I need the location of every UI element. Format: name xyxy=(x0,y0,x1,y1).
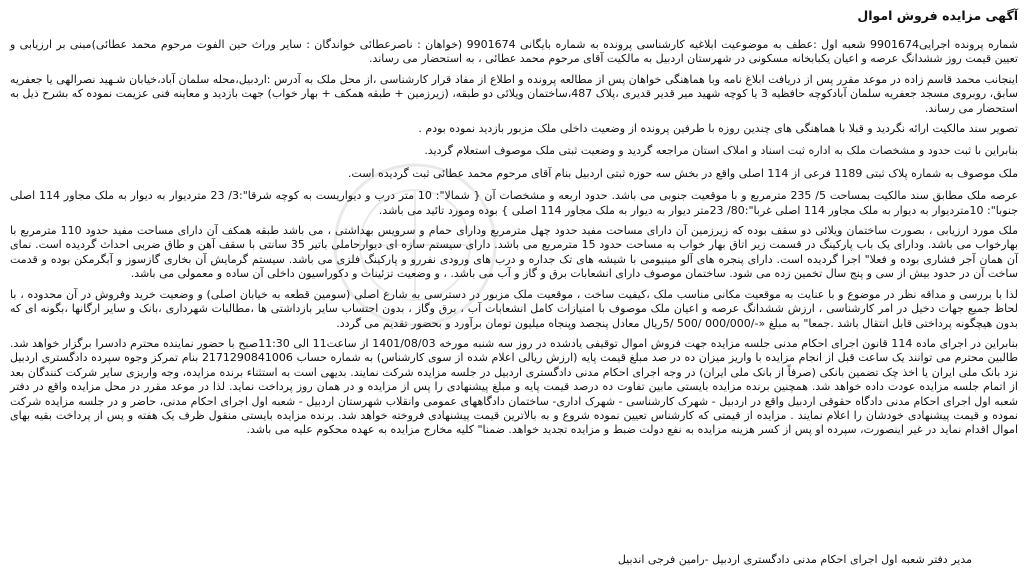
signature-line: مدیر دفتر شعبه اول اجرای احکام مدنی دادگستری اردبیل -رامین فرجی اندبیل xyxy=(617,553,972,566)
paragraph-auction-terms: بنابراین در اجرای ماده 114 قانون اجرای احکام مدنی جلسه مزایده جهت فروش اموال توقیفی یادشده در روز سه شنبه مورخه 1401/08/03 از ساعت11 الی 11:30صبح با حضور نماینده محترم دادسرا برگزار خواهد شد. طالبین محترم می توانند یک ساعت قبل از انجام مزایده با واریز میزان ده در صد مبلغ قیمت پایه (ارزش ریالی اعلام شده از سوی کارشناس) به شماره حساب 2171290841006 بنام تمرکز وجوه سپرده دادگستری اردبیل نزد بانک ملی ایران یا اخذ چک تضمین بانکی (صرفاً از بانک ملی ایران) در وجه اجرای احکام مدنی دادگستری اردبیل در جلسه مزایده شرکت نمایند. بدیهی است به استثناء برنده مزایده، وجه واریزی سایر شرکت کنندگان بعد از اتمام جلسه مزایده عودت داده خواهد شد. همچنین برنده مزایده بایستی مابین تفاوت ده درصد قیمت پایه و مبلغ پیشنهادی را پس از مزایده و در همان روز پرداخت نماید. لذا در موعد مقرر در محل مزایده واقع در دفتر شعبه اول اجرای احکام مدنی دادگاه حقوقی اردبیل واقع در اردبیل - شهرک کارشناسی - شهرک اداری- ساختمان دادگاههای عمومی وانقلاب شهرستان اردبیل - شعبه اول اجرای احکام مدنی، حاضر و در جلسه مزایده شرکت نموده و قیمت پیشنهادی خودشان را اعلام نمایند . مزایده از قیمتی که کارشناس تعیین نموده شروع و به بالاترین قیمت پیشنهادی فروخته خواهد شد. برنده مزایده بایستی منقول ظرف یک هفته و پس از پرداخت بقیه بهای اموال اقدام نماید در غیر اینصورت، سپرده او پس از کسر هزینه مزایده به نفع دولت ضبط و مزایده تجدید خواهد. ضمنا" کلیه مخارج مزایده به عهده محکوم علیه می باشد. xyxy=(10,336,1018,437)
paragraph-deed-status: تصویر سند مالکیت ارائه نگردید و قبلا با هماهنگی های چندین روزه با طرفین پرونده از وضعیت داخلی ملک مزبور بازدید نموده بودم . xyxy=(418,122,1018,136)
paragraph-site-visit: اینجانب محمد قاسم زاده در موعد مقرر پس از دریافت ابلاغ نامه وبا هماهنگی خواهان پس از مطالعه پرونده و اطلاع از مفاد قرار کارشناسی ،از محل ملک به آدرس :اردبیل،محله سلمان آباد،خیابان شـهید نصرالهی یا جعفریه سابق، روبروی مسجد جعفریه سلمان آبادکوچه حافظیه 3 یا کوچه شهید میر قدیر قدیری ،پلاک 487،ساختمان ویلائی دو طبقه، (زیرزمین + طبقه همکف + بهار خواب) جهت بازدید و معاینه فنی عزیمت نموده که بشرح ذیل به استحضار می رساند. xyxy=(10,72,1018,115)
paragraph-registry-inquiry: بنابراین با ثبت حدود و مشخصات ملک به اداره ثبت اسناد و املاک استان مراجعه گردید و وضعیت ثبتی ملک موصوف استعلام گردید. xyxy=(424,144,1018,158)
paragraph-boundaries: عرصه ملک مطابق سند مالکیت بمساحت 5/ 235 مترمربع و با موقعیت جنوبی می باشد. حدود اربعه و مشخصات آن { شمالا": 10 متر درب و دیواریست به کوچه شرقا":3/ 23 متردیوار به دیوار به ملک مجاور 114 اصلی جنوبا": 10مترديوار به ديوار به ملک مجاور 114 اصلی غربا":80/ 23متر دیوار به دیوار به ملک مجاور 114 اصلی } بوده ومورد تائید می باشد. xyxy=(10,189,1019,217)
paragraph-valuation: لذا با بررسی و مداقه نظر در موضوع و با عنایت به موقعیت مکانی مناسب ملک ،کیفیت ساخت ، موقعیت ملک مزبور در دسترسی به شارع اصلی (سومین قطعه به خیابان اصلی) و وضعیت خرید وفروش در آن محدوده ، با لحاظ جمیع جهات دخیل در امر کارشناسی ، ارزش ششدانگ عرصه و اعیان ملک موصوف با امتیازات کامل انشعابات آب ، برق وگاز ، بدون احتساب سایر بازداشتی ها ،مطالبات شهرداری ،بانک و سایر ارگانها ،بگونه ای که بدون هیچگونه پرداختی قابل انتقال باشد .جمعا" به مبلغ «-/000/000 /500 /5ریال معادل پنجصد وپنجاه میلیون تومان برآورد و بحضور تقدیم می گردد. xyxy=(10,287,1018,330)
paragraph-building-description: ملک مورد ارزیابی ، بصورت ساختمان ویلائی دو سقف بوده که زیرزمین آن دارای مساحت مفید حدود چهل مترمربع ودارای حمام و سرویس بهداشتی ، می باشد طبقه همکف آن دارای مساحت مفید حدود 110 مترمربع با بهارخواب می باشد. ودارای یک باب پارکینگ در قسمت زیر اتاق بهار خواب به مساحت حدود 15 مترمربع می باشد. دارای سیستم سازه ای دیوارحاملی باتیر 35 سانتی با سقف آهن و طاق ضربی احداث گردیده است. نمای آن همان آجر فشاری بوده و فعلا" اجرا گردیده است. دارای پنجره های آلو مینیومی با شیشه های تک جداره و درب های ورودی نفررو و پارکینگ فلزی می باشد. سیستم گرمایش آن بخاری گازسوز و آبگرمکن بوده و قدمت ساخت آن در حدود بیش از سی و پنج سال تخمین زده می شود. ساختمان موصوف دارای انشعابات برق و گاز و آب می باشد. ، و وضعیت تزئینات و دکوراسیون داخلی آن ساده و معمولی می باشد. xyxy=(10,224,1018,281)
paragraph-case-reference: شماره پرونده اجرایی9901674 شعبه اول :عطف به موضوعیت ابلاغیه کارشناسی پرونده به شماره بایگانی 9901674 (خواهان : ناصرعطائی خواندگان : سایر وراث حین الفوت مرحوم محمد عطائی)مبنی بر ارزیابی و تعیین قیمت روز ششدانگ عرصه و اعیان یکبابخانه مسکونی در شهرستان اردبیل به مالکیت آقای مرحوم محمد عطائی ، به استحضار می رساند. xyxy=(10,38,1018,66)
page-title: آگهی مزایده فروش اموال xyxy=(857,8,1018,23)
paragraph-registration: ملک موصوف به شماره پلاک ثبتی 1189 فرعی از 114 اصلی واقع در بخش سه حوزه ثبتی اردبیل بنام آقای مرحوم محمد عطائی ثبت گردیده است. xyxy=(347,166,1018,180)
